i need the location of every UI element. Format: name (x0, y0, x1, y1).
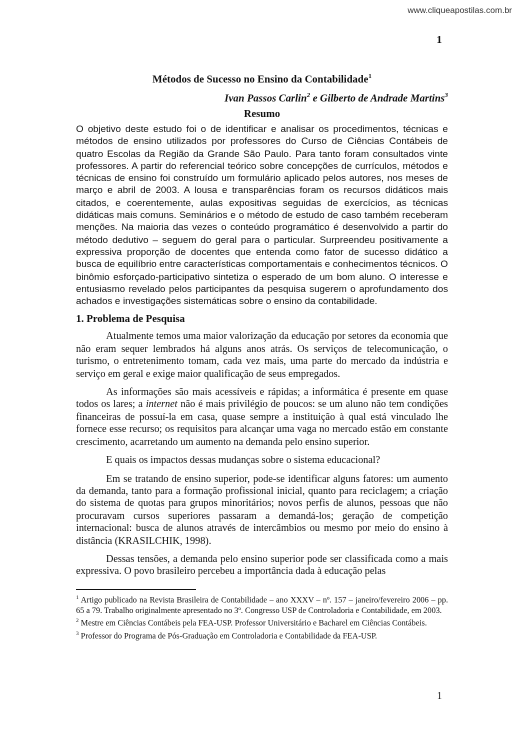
author-2-footnote-mark: 3 (444, 91, 448, 99)
footnote-3: $^3$ Professor do Programa de Pós-Graduação em Controladoria e Contabilidade da FEA-USP. (76, 630, 378, 641)
author-1-footnote-mark: 2 (306, 91, 311, 99)
footnotes (76, 593, 448, 642)
footnote-1: $^1$ Artigo publicado na Revista Brasileira de Contabilidade – ano XXXV – nº. 157 – janeiro/fevereiro 2006 – pp. 65 a 79. Trabalho originalmente apresentado no 3º. Congresso USP de Controladoria e Contabilidade, em 2003. (76, 594, 448, 615)
abstract-text: O objetivo deste estudo foi o de identificar e analisar os procedimentos, técnicas e métodos de ensino utilizados por professores do Curso de Ciências Contábeis de quatro Escolas da Região da Grande São Paulo. Para tanto foram consultados vinte professores. A partir do referencial teórico sobre concepções de currículos, métodos e técnicas de ensino foi construído um formulário aplicado pelos autores, nos meses de março e abril de 2003. A lousa e transparências foram os recursos didáticos mais citados, e coerentemente, aulas expositivas seguidas de exercícios, as técnicas didáticas mais comuns. Seminários e o método de estudo de caso também receberam menções. Na maioria das vezes o conteúdo programático é desenvolvido a partir do método dedutivo – seguem do geral para o particular. Surpreendeu positivamente a expressiva proporção de docentes que entenda como fator de sucesso didático a busca de equilíbrio entre características comportamentais e conhecimentos técnicos. O binômio esforçado-participativo sintetiza o esperado de um bom aluno. O interesse e entusiasmo revelado pelos participantes da pesquisa sugerem o aprofundamento dos achados e investigações sistemáticas sobre o ensino da contabilidade. (76, 124, 448, 308)
body-paragraph-2: As informações são mais acessíveis e rápidas; a informática é presente em quase todos os lares; a internet não é mais privilégio de poucos: se um aluno não tem condições financeiras de possuí-la em casa, quase sempre a instituição à qual está vinculado lhe fornece esse recurso; os requisitos para alcançar uma vaga no mercado estão em constante crescimento, acarretando um aumento na demanda pelo ensino superior. (76, 387, 449, 448)
research-question: E quais os impactos dessas mudanças sobre o sistema educacional? (106, 455, 381, 467)
body-paragraph-3: Em se tratando de ensino superior, pode-se identificar alguns fatores: um aumento da demanda, tanto para a formação profissional inicial, quanto para reciclagem; a criação do sistema de quotas para grupos minoritários; novos perfis de alunos, pessoas que não procuravam cursos superiores passaram a demandá-los; geração de competição internacional: busca de alunos através de intercâmbios ou mesmo por meio do ensino à distância (KRASILCHIK, 1998). (76, 473, 448, 547)
title-footnote-mark: 1 (368, 73, 372, 80)
paper-title: Métodos de Sucesso no Ensino da Contabilidade$^1$ (152, 73, 372, 86)
author-1: Ivan Passos Carlin (224, 93, 307, 104)
authors-line (76, 89, 448, 106)
page-number-top: 1 (436, 34, 442, 46)
internet-term: internet (145, 399, 178, 411)
section-heading: 1. Problema de Pesquisa (76, 314, 185, 326)
author-join: e (310, 93, 320, 104)
body-paragraph-1: Atualmente temos uma maior valorização da educação por setores da economia que não eram sequer lembrados há alguns anos atrás. Os serviços de telecomunicação, o turismo, o entretenimento tomam, cada vez mais, uma parte do mercado da indústria e serviço em geral e exige maior qualificação de seus empregados. (76, 331, 448, 380)
footnote-rule (76, 589, 196, 590)
page-number-bottom: 1 (437, 691, 442, 702)
resumo-heading: Resumo (243, 109, 281, 120)
body-paragraph-4: Dessas tensões, a demanda pelo ensino superior pode ser classificada como a mais expressiva. O povo brasileiro percebeu a importância dada à educação pelas (76, 553, 448, 578)
footnote-2: $^2$ Mestre em Ciências Contábeis pela FEA-USP. Professor Universitário e Bacharel em Ciências Contábeis. (76, 617, 427, 628)
watermark: www.cliqueapostilas.com.br (407, 5, 512, 15)
paper-page (76, 70, 448, 642)
author-2: Gilberto de Andrade Martins (320, 93, 445, 104)
